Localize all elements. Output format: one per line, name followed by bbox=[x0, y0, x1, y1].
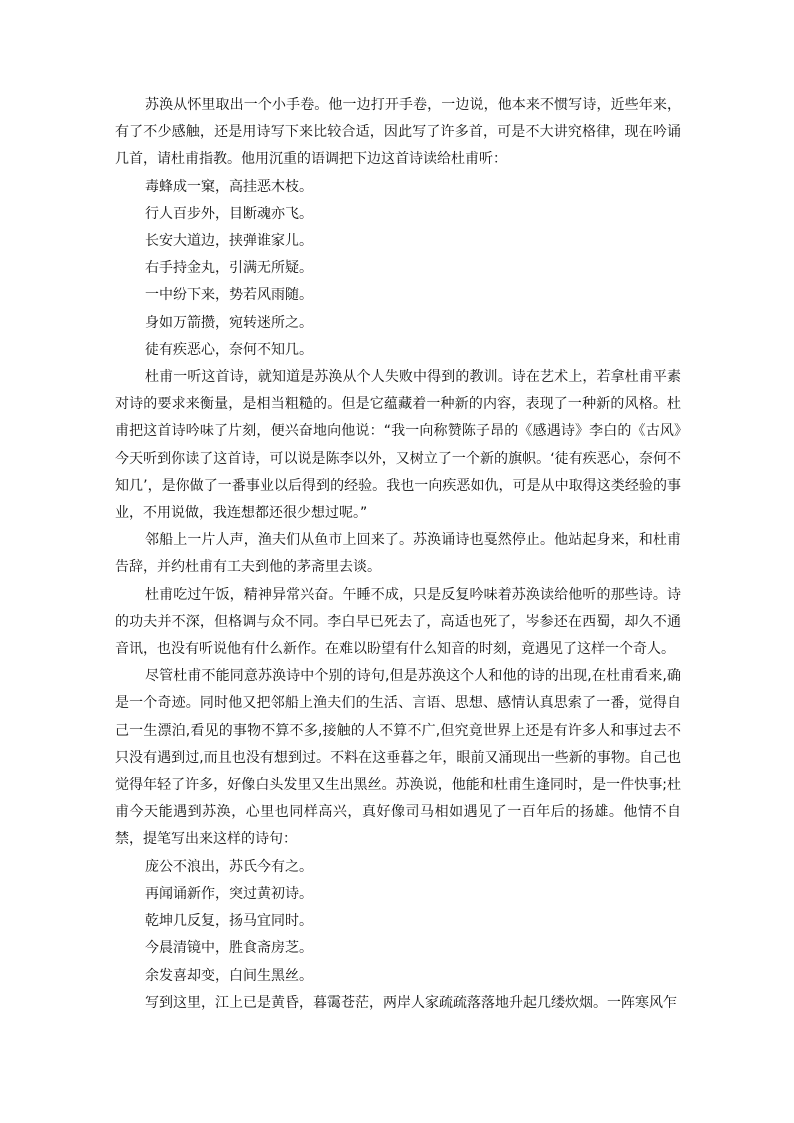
prose-paragraph: 邻船上一片人声，渔夫们从鱼市上回来了。苏涣诵诗也戛然停止。他站起身来，和杜甫告辞，并约杜甫有工夫到他的茅斋里去谈。 bbox=[115, 532, 681, 576]
verse-line: 余发喜却变，白间生黑丝。 bbox=[145, 967, 313, 984]
prose-paragraph: 尽管杜甫不能同意苏涣诗中个别的诗句,但是苏涣这个人和他的诗的出现,在杜甫看来,确是一个奇迹。同时他又把邻船上渔夫们的生活、言语、思想、感情认真思索了一番，觉得自己一生漂泊,看见的事物不算不多,接触的人不算不广,但究竟世界上还是有许多人和事过去不只没有遇到过,而且也没有想到过。不料在这垂暮之年，眼前又涌现出一些新的事物。自己也觉得年轻了许多，好像白头发里又生出黑丝。苏涣说，他能和杜甫生逢同时，是一件快事;杜甫今天能遇到苏涣，心里也同样高兴，真好像司马相如遇见了一百年后的扬雄。他情不自禁，提笔写出来这样的诗句： bbox=[115, 668, 681, 848]
verse-line: 身如万箭攒，宛转迷所之。 bbox=[145, 314, 313, 331]
verse-line: 再闻诵新作，突过黄初诗。 bbox=[145, 885, 313, 902]
prose-paragraph: 写到这里，江上已是黄昏，暮霭苍茫，两岸人家疏疏落落地升起几缕炊烟。一阵寒风乍 bbox=[145, 994, 677, 1011]
document-page bbox=[115, 92, 681, 1017]
verse-line: 乾坤几反复，扬马宜同时。 bbox=[145, 913, 313, 930]
prose-paragraph: 苏涣从怀里取出一个小手卷。他一边打开手卷，一边说，他本来不惯写诗，近些年来，有了不少感触，还是用诗写下来比较合适，因此写了许多首，可是不大讲究格律，现在吟诵几首，请杜甫指教。他用沉重的语调把下边这首诗读给杜甫听： bbox=[115, 97, 681, 168]
verse-line: 今晨清镜中，胜食斋房芝。 bbox=[145, 940, 313, 957]
verse-line: 庞公不浪出，苏氏今有之。 bbox=[145, 858, 313, 875]
verse-line: 毒蜂成一窠，高挂恶木枝。 bbox=[145, 178, 313, 195]
prose-paragraph: 杜甫一听这首诗，就知道是苏涣从个人失败中得到的教训。诗在艺术上，若拿杜甫平素对诗的要求来衡量，是相当粗糙的。但是它蕴藏着一种新的内容，表现了一种新的风格。杜甫把这首诗吟味了片刻，便兴奋地向他说：“我一向称赞陈子昂的《感遇诗》李白的《古风》今天听到你读了这首诗，可以说是陈李以外，又树立了一个新的旗帜。‘徒有疾恶心，奈何不知几’，是你做了一番事业以后得到的经验。我也一向疾恶如仇，可是从中取得这类经验的事业，不用说做，我连想都还很少想过呢。” bbox=[115, 369, 681, 522]
verse-line: 徒有疾恶心，奈何不知几。 bbox=[145, 341, 313, 358]
prose-paragraph: 杜甫吃过午饭，精神异常兴奋。午睡不成，只是反复吟味着苏涣读给他听的那些诗。诗的功夫并不深，但格调与众不同。李白早已死去了，高适也死了，岑参还在西蜀，却久不通音讯，也没有听说他有什么新作。在难以盼望有什么知音的时刻，竟遇见了这样一个奇人。 bbox=[115, 586, 681, 658]
verse-line: 右手持金丸，引满无所疑。 bbox=[145, 260, 313, 277]
verse-line: 一中纷下来，势若风雨随。 bbox=[145, 287, 313, 304]
verse-line: 长安大道边，挟弹谁家儿。 bbox=[145, 233, 313, 250]
verse-line: 行人百步外，目断魂亦飞。 bbox=[145, 205, 313, 222]
